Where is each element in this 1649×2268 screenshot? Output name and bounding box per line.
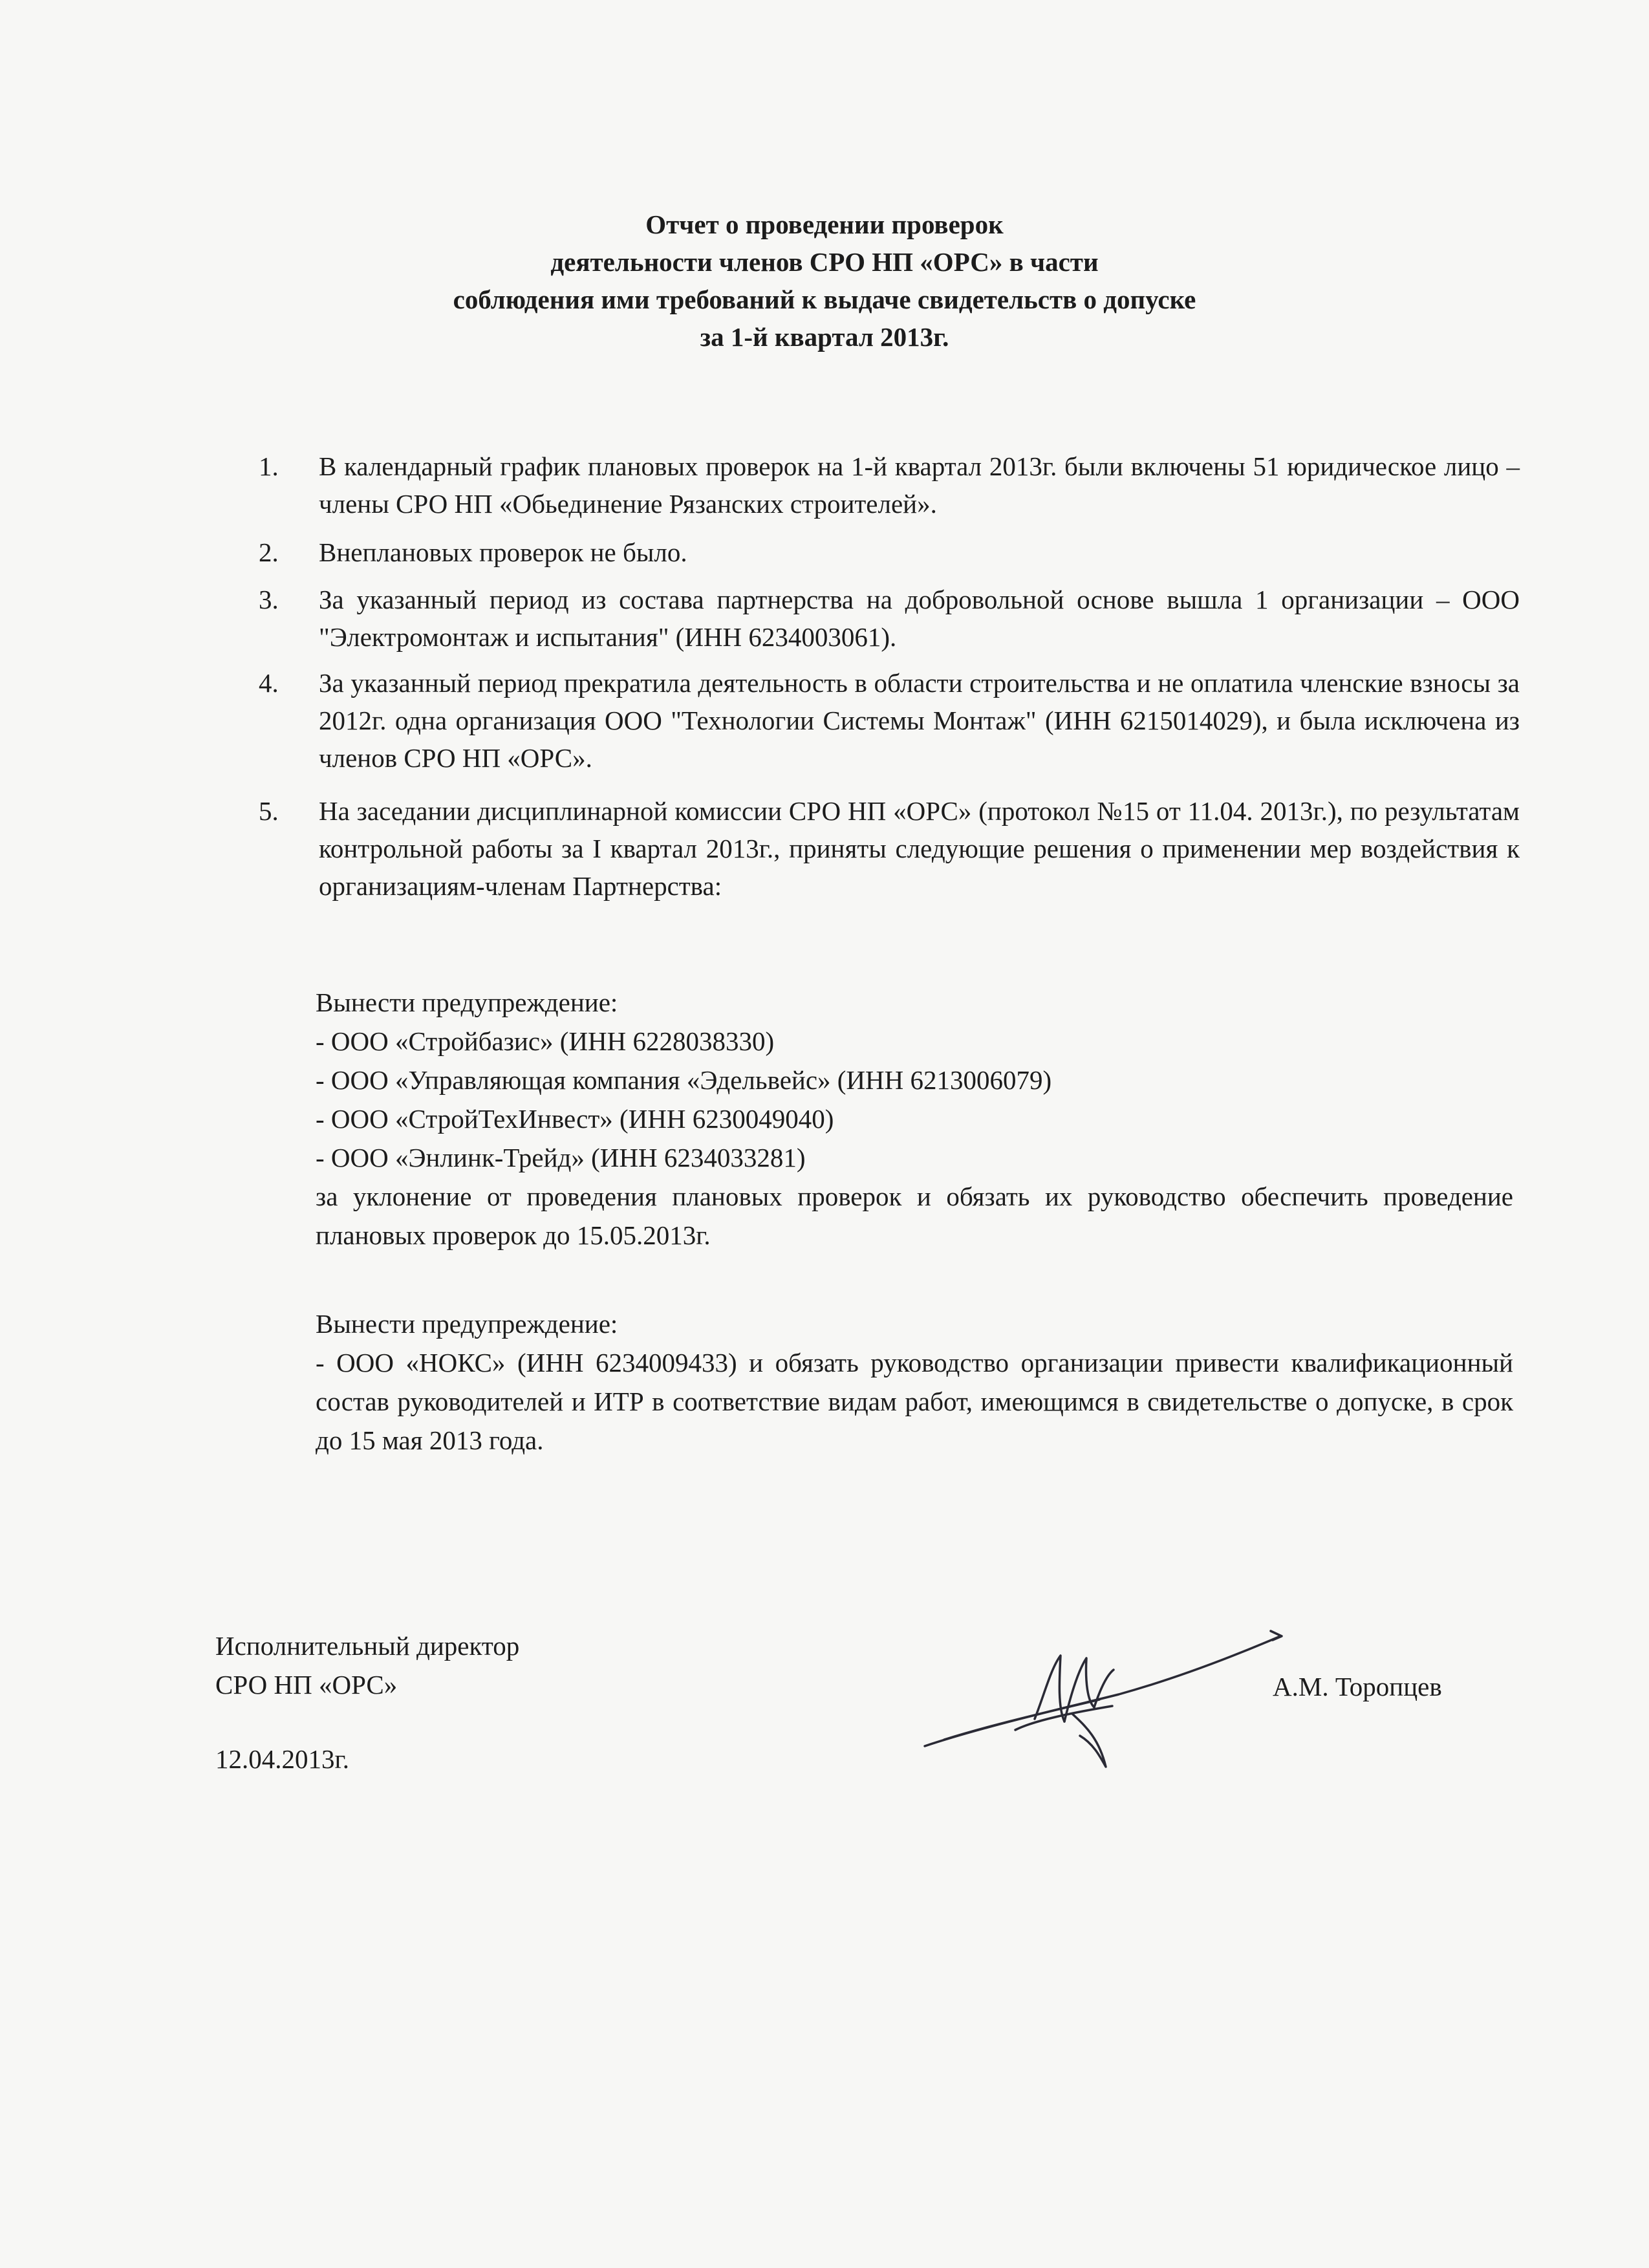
title-line: соблюдения ими требований к выдаче свидетельств о допуске — [453, 285, 1196, 314]
org-item: - ООО «Стройбазис» (ИНН 6228038330) — [316, 1026, 775, 1056]
title-line: за 1-й квартал 2013г. — [700, 322, 949, 352]
item-text: На заседании дисциплинарной комиссии СРО НП «ОРС» (протокол №15 от 11.04. 2013г.), по результатам контрольной работы за I квартал 2013г., приняты следующие решения о применении мер воздействия к организациям-членам Партнерства: — [319, 796, 1520, 901]
org-item: - ООО «Управляющая компания «Эдельвейс» (ИНН 6213006079) — [316, 1065, 1052, 1095]
list-item — [259, 581, 1520, 656]
item-text: За указанный период прекратила деятельность в области строительства и не оплатила членские взносы за 2012г. одна организация ООО "Технологии Системы Монтаж" (ИНН 6215014029), и была исключена из членов СРО НП «ОРС». — [319, 668, 1520, 773]
item-text: Внеплановых проверок не было. — [319, 537, 687, 567]
signatory-name: А.М. Торопцев — [1273, 1672, 1442, 1701]
org-item: - ООО «Энлинк-Трейд» (ИНН 6234033281) — [316, 1143, 806, 1172]
document-title — [0, 206, 1649, 356]
title-line: Отчет о проведении проверок — [645, 210, 1004, 239]
handwritten-signature — [905, 1617, 1306, 1778]
item-number: 1. — [259, 451, 279, 481]
position-line: Исполнительный директор — [215, 1631, 520, 1661]
title-line: деятельности членов СРО НП «ОРС» в части — [550, 247, 1099, 277]
item-text: В календарный график плановых проверок на 1-й квартал 2013г. были включены 51 юридическое лицо – члены СРО НП «Обьединение Рязанских строителей». — [319, 451, 1520, 519]
signatory-position — [215, 1626, 519, 1704]
item-number: 3. — [259, 585, 279, 614]
org-item: - ООО «СтройТехИнвест» (ИНН 6230049040) — [316, 1104, 834, 1134]
warning-heading: Вынести предупреждение: — [316, 1309, 618, 1339]
warning-block-2 — [316, 1304, 1513, 1460]
list-item — [259, 664, 1520, 777]
warning-text: - ООО «НОКС» (ИНН 6234009433) и обязать руководство организации привести квалификационный состав руководителей и ИТР в соответствие видам работ, имеющимся в свидетельстве о допуске, в срок до 15 мая 2013 года. — [316, 1348, 1513, 1455]
list-item — [259, 792, 1520, 905]
warning-conclusion: за уклонение от проведения плановых проверок и обязать их руководство обеспечить проведение плановых проверок до 15.05.2013г. — [316, 1182, 1513, 1250]
item-number: 5. — [259, 796, 279, 826]
item-text: За указанный период из состава партнерства на добровольной основе вышла 1 организации – ООО "Электромонтаж и испытания" (ИНН 6234003061). — [319, 585, 1520, 652]
document-date: 12.04.2013г. — [215, 1744, 349, 1774]
item-number: 4. — [259, 668, 279, 698]
warning-block-1 — [316, 983, 1513, 1255]
position-line: СРО НП «ОРС» — [215, 1670, 398, 1700]
item-number: 2. — [259, 537, 279, 567]
list-item — [259, 534, 1520, 571]
warning-heading: Вынести предупреждение: — [316, 988, 618, 1017]
list-item — [259, 448, 1520, 523]
